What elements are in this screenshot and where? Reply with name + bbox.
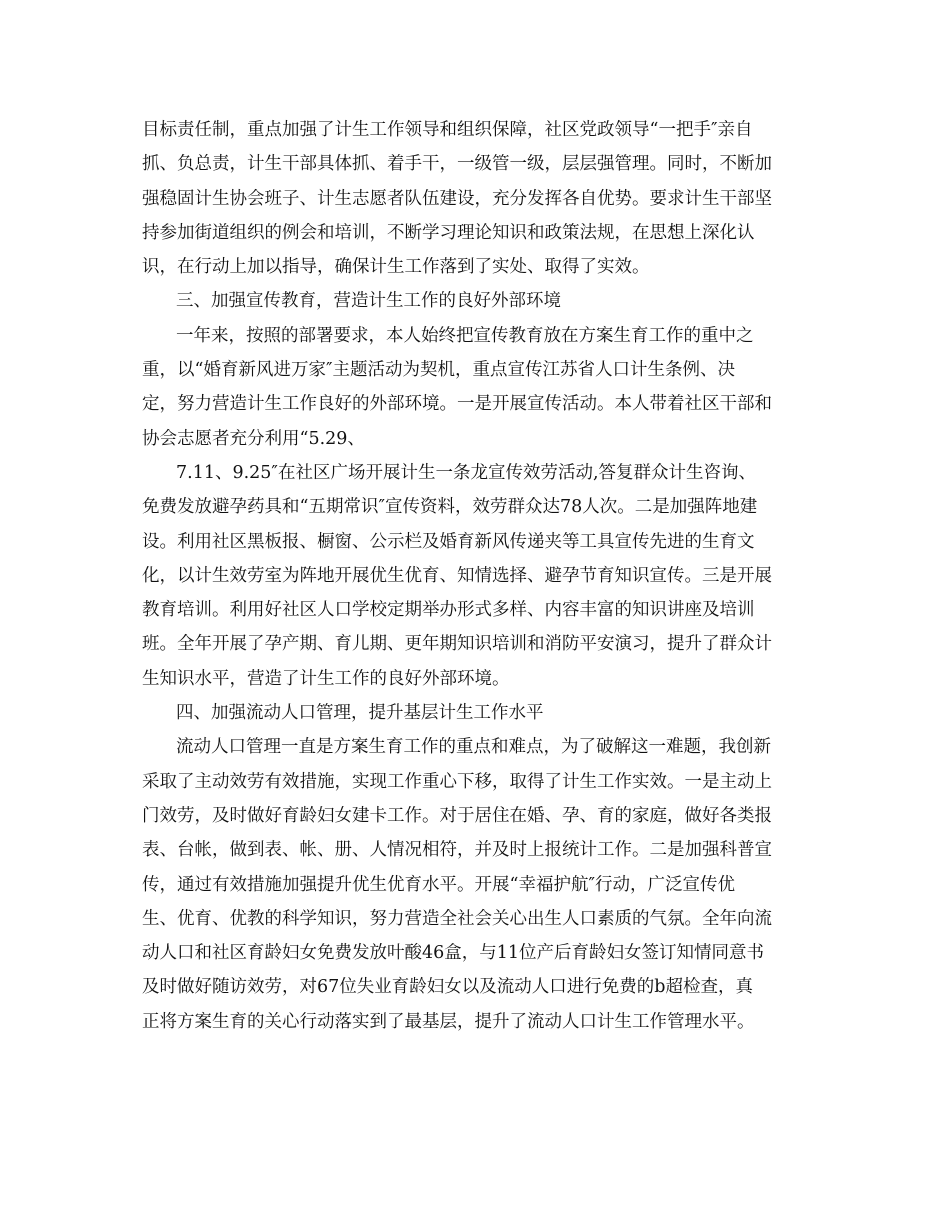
text-line: 持参加街道组织的例会和培训，不断学习理论知识和政策法规，在思想上深化认 [142, 222, 755, 243]
paragraph-first-line: 流动人口管理一直是方案生育工作的重点和难点，为了破解这一难题，我创新 [176, 737, 771, 758]
text-line: 门效劳，及时做好育龄妇女建卡工作。对于居住在婚、孕、育的家庭，做好各类报 [142, 805, 772, 826]
paragraph-first-line: 一年来，按照的部署要求，本人始终把宣传教育放在方案生育工作的重中之 [176, 325, 754, 346]
text-line: 班。全年开展了孕产期、育儿期、更年期知识培训和消防平安演习，提升了群众计 [142, 634, 772, 655]
text-line: 动人口和社区育龄妇女免费发放叶酸46盒，与11位产后育龄妇女签订知情同意书 [142, 943, 765, 964]
text-line: 表、台帐，做到表、帐、册、人情况相符，并及时上报统计工作。二是加强科普宣 [142, 840, 772, 861]
text-line: 目标责任制，重点加强了计生工作领导和组织保障，社区党政领导“一把手″亲自 [142, 120, 753, 140]
text-line: 抓、负总责，计生干部具体抓、着手干，一级管一级，层层强管理。同时，不断加 [142, 154, 772, 175]
text-line: 协会志愿者充分利用“5.29、 [142, 428, 365, 449]
document-body [142, 113, 822, 1039]
text-line: 免费发放避孕药具和“五期常识″宣传资料，效劳群众达78人次。二是加强阵地建 [142, 497, 758, 518]
text-line: 正将方案生育的关心行动落实到了最基层，提升了流动人口计生工作管理水平。 [142, 1011, 755, 1032]
text-line: 设。利用社区黑板报、橱窗、公示栏及婚育新风传递夹等工具宣传先进的生育文 [142, 531, 755, 552]
text-line: 重，以“婚育新风进万家″主题活动为契机，重点宣传江苏省人口计生条例、决 [142, 360, 735, 381]
text-line: 采取了主动效劳有效措施，实现工作重心下移，取得了计生工作实效。一是主动上 [142, 771, 772, 792]
text-line: 传，通过有效措施加强提升优生优育水平。开展“幸福护航″行动，广泛宣传优 [142, 874, 735, 895]
text-line: 生知识水平，营造了计生工作的良好外部环境。 [142, 668, 510, 689]
text-line: 定，努力营造计生工作良好的外部环境。一是开展宣传活动。本人带着社区干部和 [142, 394, 772, 415]
paragraph-first-line: 三、加强宣传教育，营造计生工作的良好外部环境 [176, 291, 561, 312]
text-line: 及时做好随访效劳，对67位失业育龄妇女以及流动人口进行免费的b超检查，真 [142, 977, 753, 998]
text-line: 强稳固计生协会班子、计生志愿者队伍建设，充分发挥各自优势。要求计生干部坚 [142, 188, 772, 209]
text-line: 化，以计生效劳室为阵地开展优生优育、知情选择、避孕节育知识宣传。三是开展 [142, 565, 772, 586]
text-line: 生、优育、优教的科学知识，努力营造全社会关心出生人口素质的气氛。全年向流 [142, 908, 772, 929]
paragraph-first-line: 7.11、9.25″在社区广场开展计生一条龙宣传效劳活动,答复群众计生咨询、 [176, 462, 757, 483]
paragraph-first-line: 四、加强流动人口管理，提升基层计生工作水平 [176, 703, 544, 724]
text-line: 识，在行动上加以指导，确保计生工作落到了实处、取得了实效。 [142, 257, 650, 278]
text-line: 教育培训。利用好社区人口学校定期举办形式多样、内容丰富的知识讲座及培训 [142, 600, 755, 621]
